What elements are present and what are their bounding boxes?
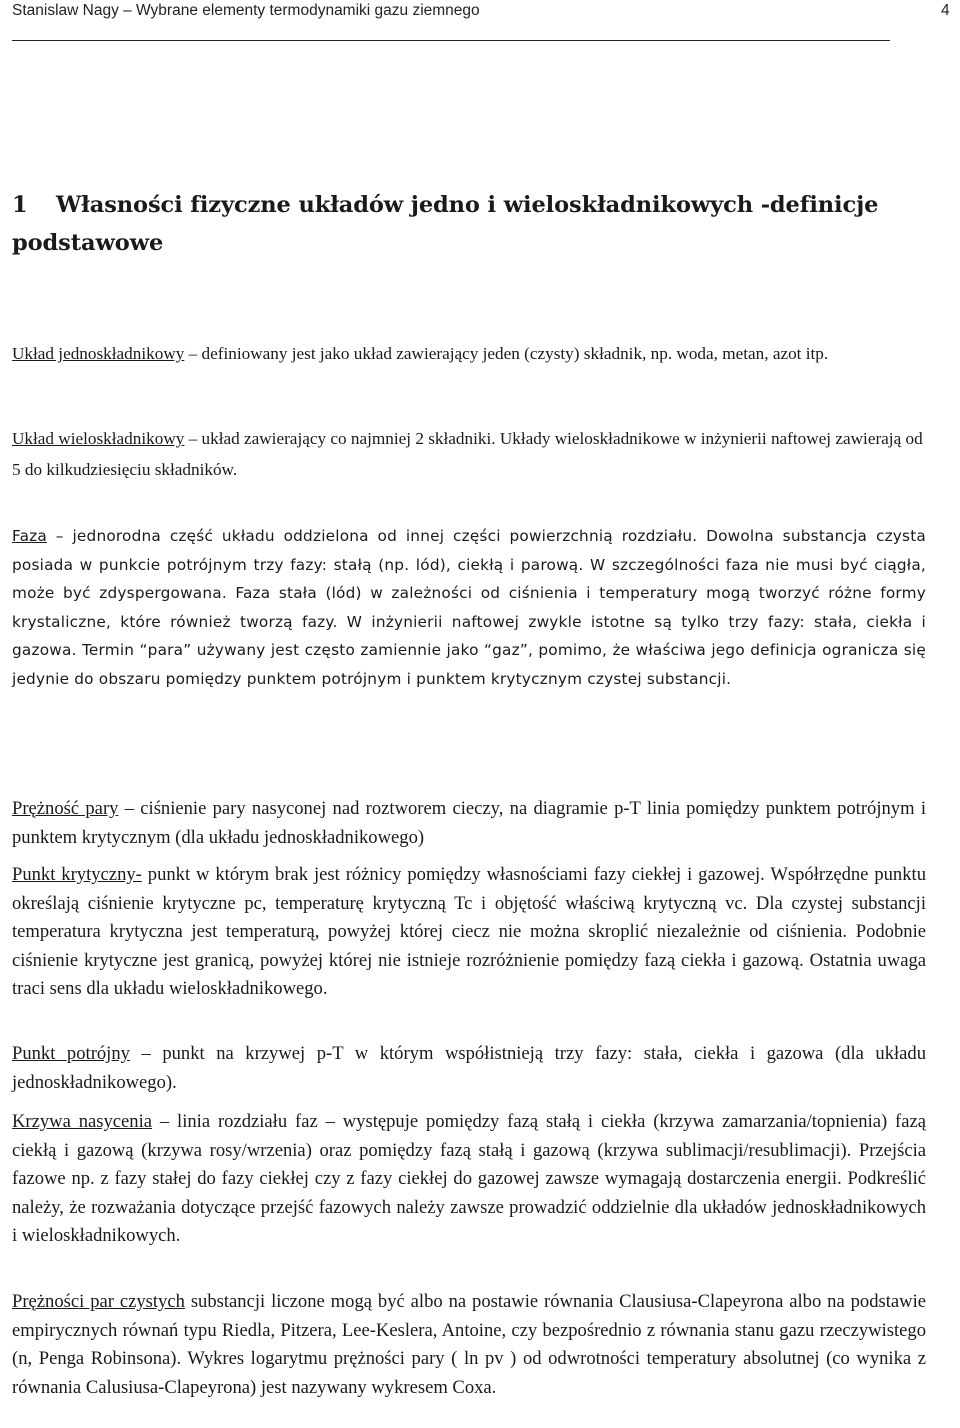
- definition-saturation-curve: [12, 1108, 926, 1251]
- term-triple-point: Punkt potrójny: [12, 1043, 130, 1064]
- term-multi-component: Układ wieloskładnikowy: [12, 429, 185, 448]
- chapter-heading: [12, 186, 942, 262]
- definition-multi-component: [12, 424, 926, 485]
- chapter-number: 1: [12, 192, 28, 218]
- page-header: [12, 0, 890, 41]
- definition-text: – jednorodna część układu oddzielona od innej części powierzchnią rozdziału. Dowolna substancja czysta posiada w punkcie potrójnym trzy fazy: stałą (np. lód), ciekłą i parową. W szczególności faza nie musi być ciągła, może być zdyspergowana. Faza stała (lód) w zależności od ciśnienia i temperatury mogą tworzyć różne formy krystaliczne, które również tworzą fazy. W inżynierii naftowej zwykle istotne są tylko trzy fazy: stała, ciekła i gazowa. Termin “para” używany jest często zamiennie jako “gaz”, pomimo, że właściwa jego definicja ogranicza się jedynie do obszaru pomiędzy punktem potrójnym i punktem krytycznym czystej substancji.: [12, 527, 926, 688]
- definition-critical-point: [12, 861, 926, 1004]
- definition-pure-vapor-pressures: [12, 1288, 926, 1402]
- definition-text: punkt w którym brak jest różnicy pomiędzy własnościami fazy ciekłej i gazowej. Współrzędne punktu określają ciśnienie krytyczne pc, temperaturę krytyczną Tc i objętość właściwą krytyczną vc. Dla czystej substancji temperatura krytyczna jest temperaturą, powyżej której ciecz nie można skroplić niezależnie od ciśnienia. Podobnie ciśnienie krytyczne jest granicą, powyżej której nie istnieje rozróżnienie pomiędzy fazą ciekła i gazową. Ostatnia uwaga traci sens dla układu wieloskładnikowego.: [12, 864, 926, 999]
- definition-phase: [12, 522, 926, 693]
- definition-triple-point: [12, 1040, 926, 1097]
- definition-text: – definiowany jest jako układ zawierający jeden (czysty) składnik, np. woda, metan, azot itp.: [184, 344, 829, 363]
- definition-vapor-pressure: [12, 795, 926, 852]
- term-vapor-pressure: Prężność pary: [12, 798, 119, 819]
- header-title: Stanislaw Nagy – Wybrane elementy termodynamiki gazu ziemnego: [12, 2, 480, 19]
- definition-text: – układ zawierający co najmniej 2 składniki. Układy wieloskładnikowe w inżynierii naftowej zawierają od 5 do kilkudziesięciu składników.: [12, 429, 923, 479]
- definition-text: – punkt na krzywej p-T w którym współistnieją trzy fazy: stała, ciekła i gazowa (dla układu jednoskładnikowego).: [12, 1043, 927, 1093]
- definition-text: substancji liczone mogą być albo na postawie równania Clausiusa-Clapeyrona albo na podstawie empirycznych równań typu Riedla, Pitzera, Lee-Keslera, Antoine, czy bezpośrednio z równania stanu gazu rzeczywistego (n, Penga Robinsona). Wykres logarytmu prężności pary ( ln pv ) od odwrotności temperatury absolutnej (co wynika z równania Calusiusa-Clapeyrona) jest nazywany wykresem Coxa.: [12, 1291, 926, 1398]
- definition-text: – ciśnienie pary nasyconej nad roztworem cieczy, na diagramie p-T linia pomiędzy punktem potrójnym i punktem krytycznym (dla układu jednoskładnikowego): [12, 798, 926, 848]
- term-single-component: Układ jednoskładnikowy: [12, 344, 185, 363]
- term-critical-point: Punkt krytyczny-: [12, 864, 142, 885]
- chapter-title: Własności fizyczne układów jedno i wieloskładnikowych -definicje podstawowe: [12, 192, 879, 256]
- definition-single-component: [12, 339, 926, 370]
- definition-text: – linia rozdziału faz – występuje pomiędzy fazą stałą i ciekła (krzywa zamarzania/topnienia) fazą ciekłą i gazową (krzywa rosy/wrzenia) oraz pomiędzy fazą stałą i gazową (krzywa sublimacji/resublimacji). Przejścia fazowe np. z fazy stałej do fazy ciekłej czy z fazy ciekłej do gazowej zawsze wymagają dostarczenia energii. Podkreślić należy, że rozważania dotyczące przejść fazowych należy zawsze prowadzić oddzielnie dla układów jednoskładnikowych i wieloskładnikowych.: [12, 1111, 926, 1246]
- term-phase: Faza: [12, 527, 47, 545]
- term-saturation-curve: Krzywa nasycenia: [12, 1111, 153, 1132]
- term-pure-vapor-pressures: Prężności par czystych: [12, 1291, 185, 1312]
- page-number: 4: [941, 2, 950, 19]
